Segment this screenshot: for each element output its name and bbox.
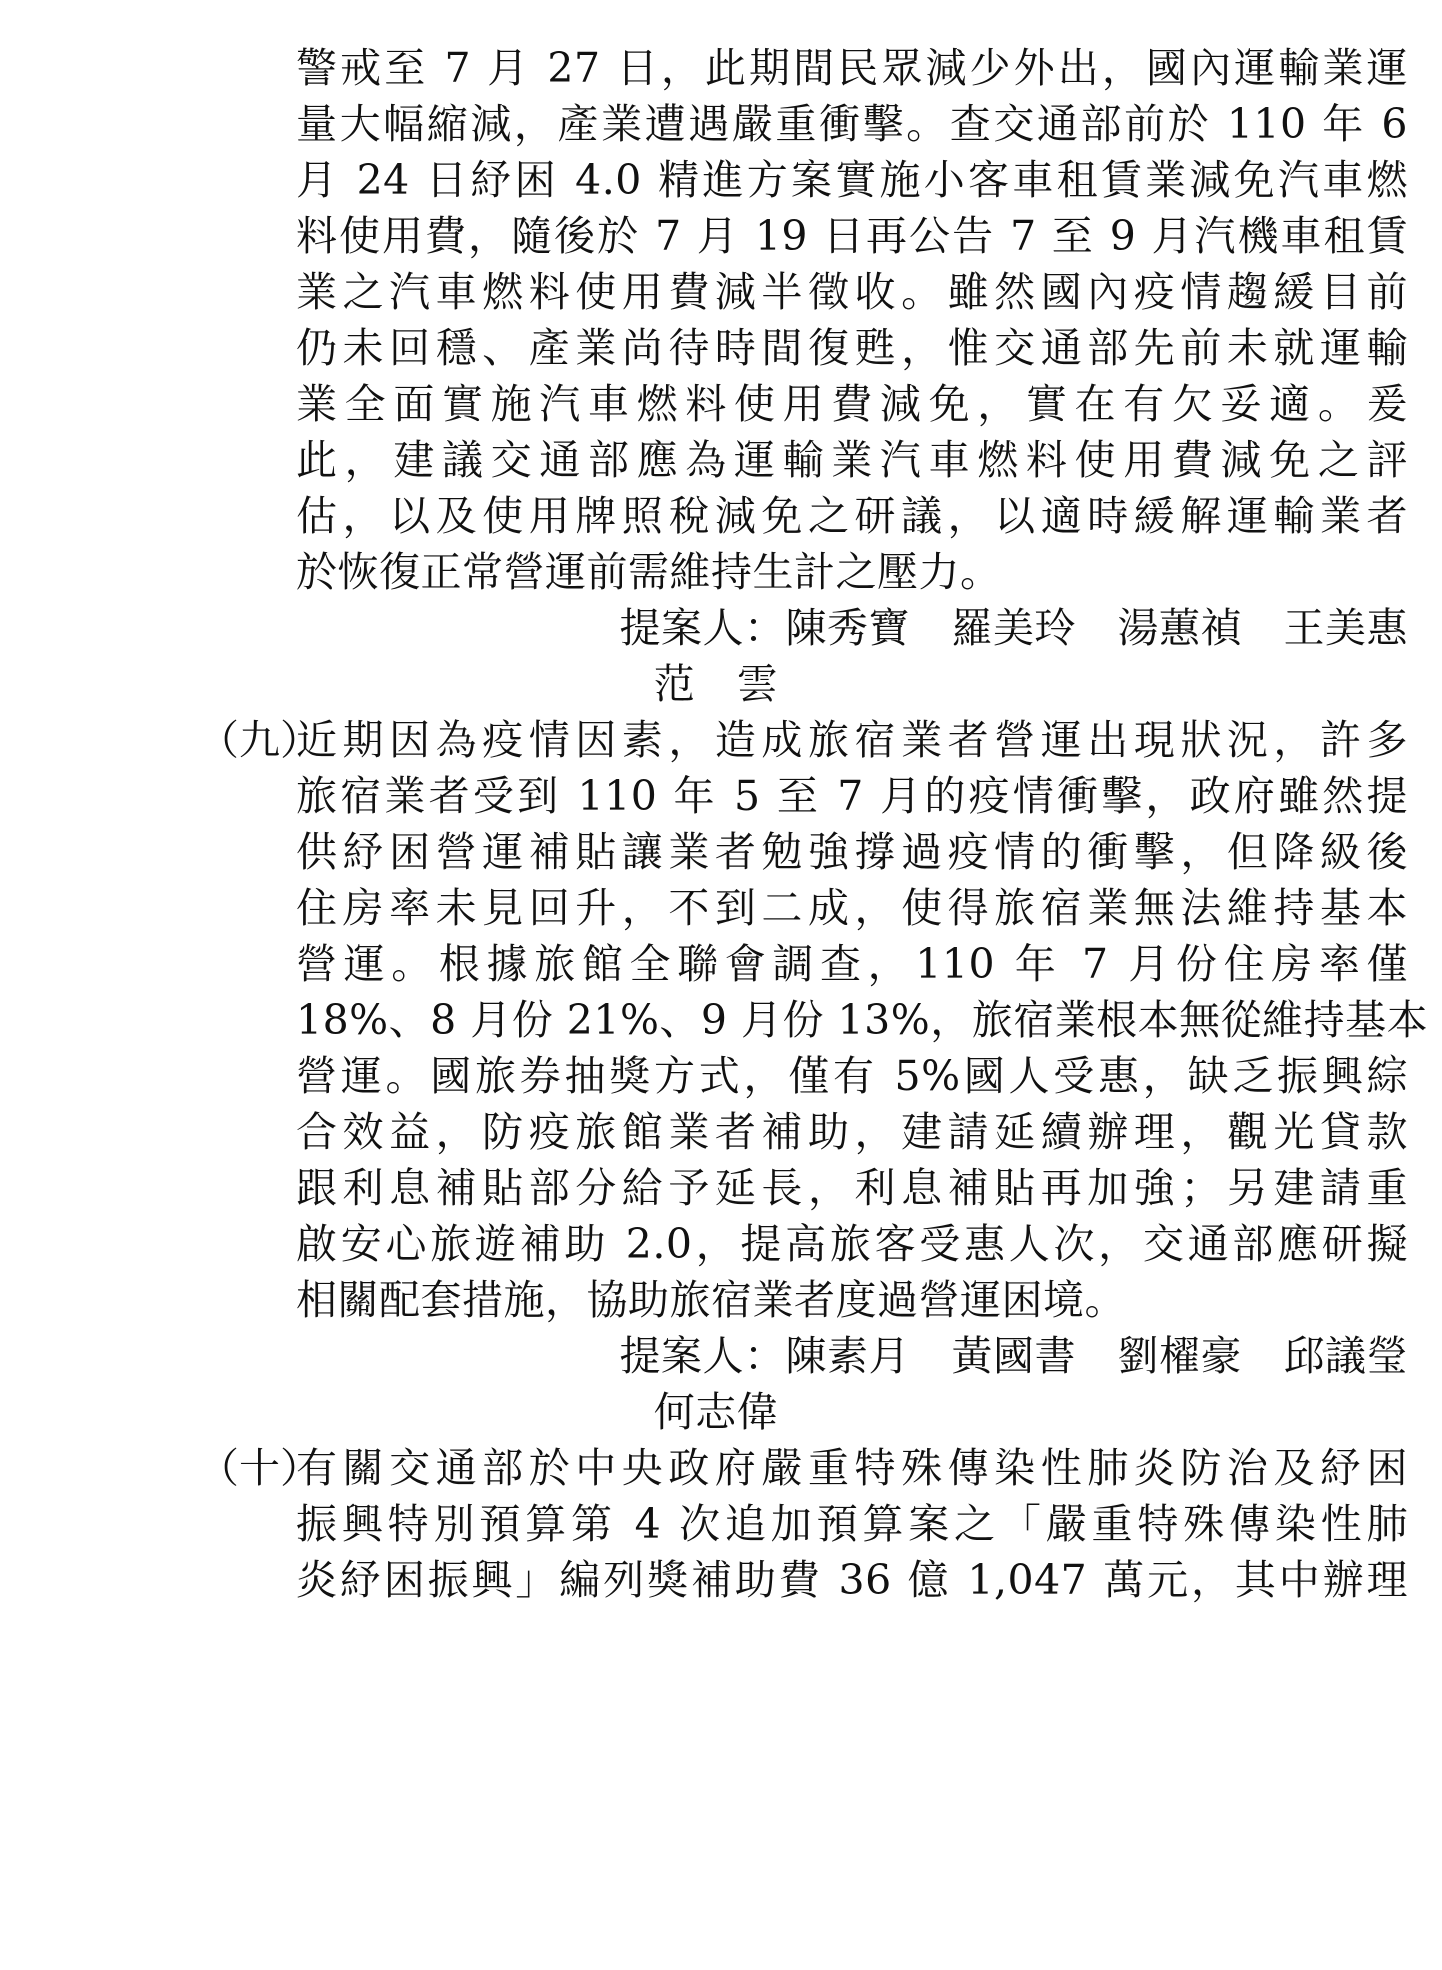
section-8-proposers: 提案人：陳秀寶 羅美玲 湯蕙禎 王美惠 xyxy=(619,604,1408,652)
section-9-line-9: 跟利息補貼部分給予延長，利息補貼再加強；另建請重 xyxy=(296,1164,1408,1212)
section-8-proposers-continued: 范 雲 xyxy=(653,660,779,708)
section-9-line-6: 18%、8 月份 21%、9 月份 13%，旅宿業根本無從維持基本 xyxy=(296,996,1429,1044)
section-8-line-3: 月 24 日紓困 4.0 精進方案實施小客車租賃業減免汽車燃 xyxy=(296,156,1408,204)
section-9-line-5: 營運。根據旅館全聯會調查，110 年 7 月份住房率僅 xyxy=(296,940,1408,988)
section-8-line-9: 估，以及使用牌照稅減免之研議，以適時緩解運輸業者 xyxy=(296,492,1408,540)
section-9-line-4: 住房率未見回升，不到二成，使得旅宿業無法維持基本 xyxy=(296,884,1408,932)
section-10-line-3: 炎紓困振興」編列獎補助費 36 億 1,047 萬元，其中辦理 xyxy=(296,1556,1408,1604)
section-9-line-11: 相關配套措施，協助旅宿業者度過營運困境。 xyxy=(296,1276,1126,1324)
section-8-line-6: 仍未回穩、產業尚待時間復甦，惟交通部先前未就運輸 xyxy=(296,324,1408,372)
section-9-line-8: 合效益，防疫旅館業者補助，建請延續辦理，觀光貸款 xyxy=(296,1108,1408,1156)
section-9-line-10: 啟安心旅遊補助 2.0，提高旅客受惠人次，交通部應研擬 xyxy=(296,1220,1408,1268)
section-9-line-3: 供紓困營運補貼讓業者勉強撐過疫情的衝擊，但降級後 xyxy=(296,828,1408,876)
section-10-line-2: 振興特別預算第 4 次追加預算案之「嚴重特殊傳染性肺 xyxy=(296,1500,1408,1548)
section-10-label: （十） xyxy=(198,1444,321,1492)
section-8-line-7: 業全面實施汽車燃料使用費減免，實在有欠妥適。爰 xyxy=(296,380,1408,428)
section-9-label: （九） xyxy=(198,716,321,764)
section-8-line-5: 業之汽車燃料使用費減半徵收。雖然國內疫情趨緩目前 xyxy=(296,268,1408,316)
section-8-line-8: 此，建議交通部應為運輸業汽車燃料使用費減免之評 xyxy=(296,436,1408,484)
section-9-line-1: 近期因為疫情因素，造成旅宿業者營運出現狀況，許多 xyxy=(296,716,1408,764)
section-10-line-1: 有關交通部於中央政府嚴重特殊傳染性肺炎防治及紓困 xyxy=(296,1444,1408,1492)
section-9-line-2: 旅宿業者受到 110 年 5 至 7 月的疫情衝擊，政府雖然提 xyxy=(296,772,1408,820)
section-8-line-2: 量大幅縮減，產業遭遇嚴重衝擊。查交通部前於 110 年 6 xyxy=(296,100,1409,148)
section-8-line-1: 警戒至 7 月 27 日，此期間民眾減少外出，國內運輸業運 xyxy=(296,44,1408,92)
section-8-line-4: 料使用費，隨後於 7 月 19 日再公告 7 至 9 月汽機車租賃 xyxy=(296,212,1408,260)
section-9-line-7: 營運。國旅券抽獎方式，僅有 5%國人受惠，缺乏振興綜 xyxy=(296,1052,1408,1100)
section-8-line-10: 於恢復正常營運前需維持生計之壓力。 xyxy=(296,548,1002,596)
section-9-proposers: 提案人：陳素月 黃國書 劉櫂豪 邱議瑩 xyxy=(619,1332,1408,1380)
section-9-proposers-continued: 何志偉 xyxy=(653,1388,779,1436)
